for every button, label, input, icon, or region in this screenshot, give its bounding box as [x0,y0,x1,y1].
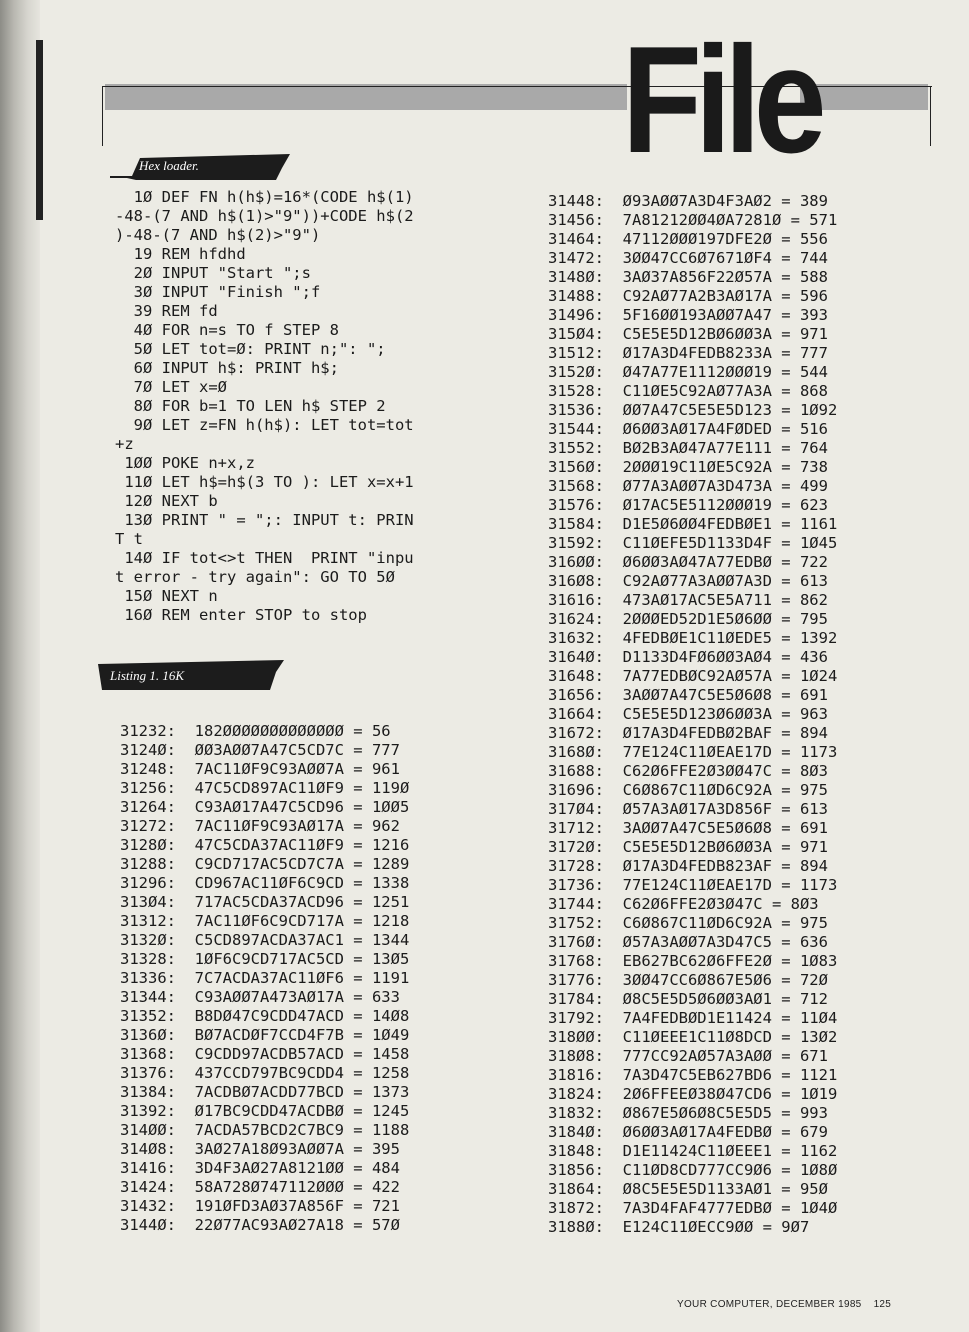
basic-line: 16Ø REM enter STOP to stop [115,606,367,624]
hex-line: 31552: BØ2B3AØ47A77E111 = 764 [548,439,828,457]
header-bar [105,84,627,110]
hex-line: 31272: 7AC11ØF9C93AØ17A = 962 [120,817,400,835]
hex-line: 31728: Ø17A3D4FEDB823AF = 894 [548,857,828,875]
hex-line: 31624: 2ØØØED52D1E5Ø6ØØ = 795 [548,610,828,628]
hex-line: 31696: C6Ø867C11ØD6C92A = 975 [548,781,828,799]
hex-line: 316Ø8: C92AØ77A3AØØ7A3D = 613 [548,572,828,590]
basic-line: 12Ø NEXT b [115,492,218,510]
basic-line: )-48-(7 AND h$(2)>"9") [115,226,321,244]
hex-line: 31792: 7A4FEDBØD1E11424 = 11Ø4 [548,1009,838,1027]
basic-line: -48-(7 AND h$(1)>"9"))+CODE h$(2 [115,207,414,225]
hex-line: 314Ø8: 3AØ27A18Ø93AØØ7A = 395 [120,1140,400,1158]
basic-line: 11Ø LET h$=h$(3 TO ): LET x=x+1 [115,473,414,491]
hex-line: 31752: C6Ø867C11ØD6C92A = 975 [548,914,828,932]
hex-line: 31256: 47C5CD897AC11ØF9 = 119Ø [120,779,410,797]
hex-line: 31416: 3D4F3AØ27A8121ØØ = 484 [120,1159,400,1177]
hex-line: 31368: C9CDD97ACDB57ACD = 1458 [120,1045,410,1063]
basic-line: 9Ø LET z=FN h(h$): LET tot=tot [115,416,414,434]
hex-line: 3152Ø: Ø47A77E1112ØØØ19 = 544 [548,363,828,381]
hex-line: 3128Ø: 47C5CDA37AC11ØF9 = 1216 [120,836,410,854]
hex-line: 318ØØ: C11ØEEE1C11Ø8DCD = 13Ø2 [548,1028,838,1046]
hex-line: 31856: C11ØD8CD777CC9Ø6 = 1Ø8Ø [548,1161,838,1179]
hex-line: 31448: Ø93AØØ7A3D4F3AØ2 = 389 [548,192,828,210]
basic-line: 13Ø PRINT " = ";: INPUT t: PRIN [115,511,414,529]
hex-line: 315Ø4: C5E5E5D12BØ6ØØ3A = 971 [548,325,828,343]
basic-line: T t [115,530,143,548]
hex-line: 31328: 1ØF6C9CD717AC5CD = 13Ø5 [120,950,410,968]
hex-line: 3164Ø: D1133D4FØ6ØØ3AØ4 = 436 [548,648,828,666]
caption-listing-text: Listing 1. 16K [110,668,185,683]
hex-listing-left [120,722,409,1235]
basic-line: 5Ø LET tot=Ø: PRINT n;": "; [115,340,386,358]
hex-line: 3136Ø: BØ7ACDØF7CCD4F7B = 1Ø49 [120,1026,410,1044]
hex-line: 314ØØ: 7ACDA57BCD2C7BC9 = 1188 [120,1121,410,1139]
hex-line: 31472: 3ØØ47CC6Ø7671ØF4 = 744 [548,249,828,267]
hex-line: 31576: Ø17AC5E5112ØØØ19 = 623 [548,496,828,514]
hex-line: 318Ø8: 777CC92AØ57A3AØØ = 671 [548,1047,828,1065]
basic-line: t error - try again": GO TO 5Ø [115,568,395,586]
hex-line: 31672: Ø17A3D4FEDBØ2BAF = 894 [548,724,828,742]
hex-line: 31648: 7A77EDBØC92AØ57A = 1Ø24 [548,667,838,685]
hex-line: 31784: Ø8C5E5D5Ø6ØØ3AØ1 = 712 [548,990,828,1008]
hex-line: 31712: 3AØØ7A47C5E5Ø6Ø8 = 691 [548,819,828,837]
frame-rule-right [930,86,931,146]
hex-line: 3184Ø: Ø6ØØ3AØ17A4FEDBØ = 679 [548,1123,828,1141]
hex-line: 31688: C62Ø6FFE2Ø3ØØ47C = 8Ø3 [548,762,828,780]
hex-line: 31352: B8DØ47C9CDD47ACD = 14Ø8 [120,1007,410,1025]
hex-line: 31848: D1E11424C11ØEEE1 = 1162 [548,1142,838,1160]
hex-line: 31824: 2Ø6FFEEØ38Ø47CD6 = 1Ø19 [548,1085,838,1103]
hex-line: 31288: C9CD717AC5CD7C7A = 1289 [120,855,410,873]
basic-line: 7Ø LET x=Ø [115,378,227,396]
hex-line: 31736: 77E124C11ØEAE17D = 1173 [548,876,838,894]
hex-line: 31664: C5E5E5D123Ø6ØØ3A = 963 [548,705,828,723]
hex-line: 31488: C92AØ77A2B3AØ17A = 596 [548,287,828,305]
hex-line: 316ØØ: Ø6ØØ3AØ47A77EDBØ = 722 [548,553,828,571]
hex-line: 31632: 4FEDBØE1C11ØEDE5 = 1392 [548,629,838,647]
hex-line: 31296: CD967AC11ØF6C9CD = 1338 [120,874,410,892]
basic-line: 14Ø IF tot<>t THEN PRINT "inpu [115,549,414,567]
hex-line: 31568: Ø77A3AØØ7A3D473A = 499 [548,477,828,495]
hex-line: 31376: 437CCD797BC9CDD4 = 1258 [120,1064,410,1082]
hex-line: 31592: C11ØEFE5D1133D4F = 1Ø45 [548,534,838,552]
hex-line: 31768: EB627BC62Ø6FFE2Ø = 1Ø83 [548,952,838,970]
caption-listing [98,660,284,686]
basic-line: 19 REM hfdhd [115,245,246,263]
hex-line: 31544: Ø6ØØ3AØ17A4FØDED = 516 [548,420,828,438]
hex-line: 31248: 7AC11ØF9C93AØØ7A = 961 [120,760,400,778]
page-spine-shadow [0,0,40,1332]
frame-rule-left [102,86,103,146]
basic-line: 15Ø NEXT n [115,587,218,605]
hex-line: 31616: 473AØ17AC5E5A711 = 862 [548,591,828,609]
hex-line: 317Ø4: Ø57A3AØ17A3D856F = 613 [548,800,828,818]
basic-line: +z [115,435,134,453]
hex-line: 31384: 7ACDBØ7ACDD77BCD = 1373 [120,1083,410,1101]
basic-line: 1ØØ POKE n+x,z [115,454,255,472]
caption-hex-loader [110,154,290,180]
hex-line: 31424: 58A728Ø747112ØØØ = 422 [120,1178,400,1196]
hex-line: 31432: 191ØFD3AØ37A856F = 721 [120,1197,400,1215]
hex-line: 31496: 5F16ØØ193AØØ7A47 = 393 [548,306,828,324]
basic-line: 4Ø FOR n=s TO f STEP 8 [115,321,339,339]
hex-line: 3144Ø: 22Ø77AC93AØ27A18 = 57Ø [120,1216,400,1234]
basic-line: 3Ø INPUT "Finish ";f [115,283,321,301]
hex-line: 31392: Ø17BC9CDD47ACDBØ = 1245 [120,1102,410,1120]
hex-line: 31344: C93AØØ7A473AØ17A = 633 [120,988,400,1006]
basic-line: 39 REM fd [115,302,218,320]
hex-line: 3176Ø: Ø57A3AØØ7A3D47C5 = 636 [548,933,828,951]
hex-line: 31872: 7A3D4FAF4777EDBØ = 1Ø4Ø [548,1199,838,1217]
hex-line: 31528: C11ØE5C92AØ77A3A = 868 [548,382,828,400]
hex-line: 31536: ØØ7A47C5E5E5D123 = 1Ø92 [548,401,838,419]
hex-listing-right [548,192,837,1237]
page-footer [677,1299,891,1310]
hex-line: 31464: 47112ØØØ197DFE2Ø = 556 [548,230,828,248]
hex-line: 3172Ø: C5E5E5D12BØ6ØØ3A = 971 [548,838,828,856]
basic-listing [115,188,414,625]
footer-publication: YOUR COMPUTER, DECEMBER 1985 [677,1299,862,1310]
hex-line: 31312: 7AC11ØF6C9CD717A = 1218 [120,912,410,930]
hex-line: 3124Ø: ØØ3AØØ7A47C5CD7C = 777 [120,741,400,759]
hex-line: 3156Ø: 2ØØØ19C11ØE5C92A = 738 [548,458,828,476]
hex-line: 31512: Ø17A3D4FEDB8233A = 777 [548,344,828,362]
hex-line: 31456: 7A81212ØØ4ØA7281Ø = 571 [548,211,838,229]
hex-line: 3188Ø: E124C11ØECC9ØØ = 9Ø7 [548,1218,810,1236]
hex-line: 31656: 3AØØ7A47C5E5Ø6Ø8 = 691 [548,686,828,704]
caption-hex-loader-text: Hex loader. [139,158,199,173]
hex-line: 31744: C62Ø6FFE2Ø3Ø47C = 8Ø3 [548,895,819,913]
hex-line: 31864: Ø8C5E5E5D1133AØ1 = 95Ø [548,1180,828,1198]
binding-mark [36,40,43,220]
hex-line: 31336: 7C7ACDA37AC11ØF6 = 1191 [120,969,410,987]
hex-line: 31816: 7A3D47C5EB627BD6 = 1121 [548,1066,838,1084]
hex-line: 3132Ø: C5CD897ACDA37AC1 = 1344 [120,931,410,949]
hex-line: 3168Ø: 77E124C11ØEAE17D = 1173 [548,743,838,761]
basic-line: 2Ø INPUT "Start ";s [115,264,311,282]
basic-line: 8Ø FOR b=1 TO LEN h$ STEP 2 [115,397,386,415]
basic-line: 6Ø INPUT h$: PRINT h$; [115,359,339,377]
hex-line: 31776: 3ØØ47CC6Ø867E5Ø6 = 72Ø [548,971,828,989]
section-title: File [622,15,820,185]
basic-line: 1Ø DEF FN h(h$)=16*(CODE h$(1) [115,188,414,206]
hex-line: 3148Ø: 3AØ37A856F22Ø57A = 588 [548,268,828,286]
hex-line: 313Ø4: 717AC5CDA37ACD96 = 1251 [120,893,410,911]
hex-line: 31264: C93AØ17A47C5CD96 = 1ØØ5 [120,798,410,816]
hex-line: 31232: 182ØØØØØØØØØØØØØ = 56 [120,722,391,740]
hex-line: 31584: D1E5Ø6ØØ4FEDBØE1 = 1161 [548,515,838,533]
hex-line: 31832: Ø867E5Ø6Ø8C5E5D5 = 993 [548,1104,828,1122]
footer-page-number: 125 [873,1299,892,1310]
